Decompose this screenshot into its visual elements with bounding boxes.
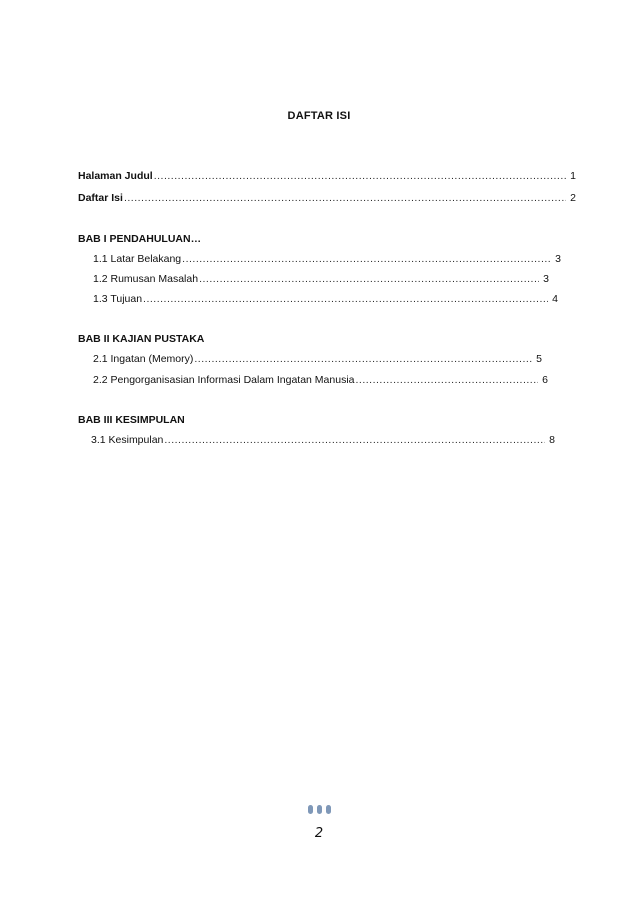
chapter-heading-bab-1: BAB I PENDAHULUAN… <box>78 233 202 245</box>
toc-entry-2-1 <box>93 353 542 365</box>
leader-dots <box>154 170 566 182</box>
toc-entry-label: Daftar Isi <box>78 192 123 204</box>
toc-entry-page: 3 <box>555 253 561 265</box>
toc-entry-page: 5 <box>536 353 542 365</box>
leader-dots <box>164 434 545 446</box>
chapter-heading-bab-2: BAB II KAJIAN PUSTAKA <box>78 333 205 345</box>
leader-dots <box>124 192 566 204</box>
toc-entry-label: 2.1 Ingatan (Memory) <box>93 353 194 365</box>
toc-entry-1-2 <box>93 273 549 285</box>
toc-entry-2-2 <box>93 374 548 386</box>
toc-entry-halaman-judul <box>78 170 576 182</box>
leader-dots <box>182 253 551 265</box>
toc-entry-label: 1.3 Tujuan <box>93 293 143 305</box>
toc-entry-page: 2 <box>570 192 576 204</box>
leader-dots <box>143 293 548 305</box>
toc-entry-1-1 <box>93 253 561 265</box>
footer-ornament-icon <box>0 805 638 814</box>
toc-entry-label: 1.1 Latar Belakang <box>93 253 182 265</box>
toc-entry-label: 2.2 Pengorganisasian Informasi Dalam Ingatan Manusia <box>93 374 355 386</box>
toc-entry-daftar-isi <box>78 192 576 204</box>
toc-entry-page: 4 <box>552 293 558 305</box>
toc-entry-page: 6 <box>542 374 548 386</box>
page-title: DAFTAR ISI <box>287 110 351 122</box>
toc-entry-label: 1.2 Rumusan Masalah <box>93 273 199 285</box>
leader-dots <box>356 374 539 386</box>
leader-dots <box>199 273 539 285</box>
toc-entry-page: 3 <box>543 273 549 285</box>
toc-entry-3-1 <box>91 434 555 446</box>
toc-entry-1-3 <box>93 293 558 305</box>
toc-entry-page: 8 <box>549 434 555 446</box>
toc-entry-label: 3.1 Kesimpulan <box>91 434 164 446</box>
page-number: 2 <box>314 826 324 841</box>
leader-dots <box>194 353 532 365</box>
toc-entry-page: 1 <box>570 170 576 182</box>
toc-entry-label: Halaman Judul <box>78 170 153 182</box>
chapter-heading-bab-3: BAB III KESIMPULAN <box>78 414 185 426</box>
